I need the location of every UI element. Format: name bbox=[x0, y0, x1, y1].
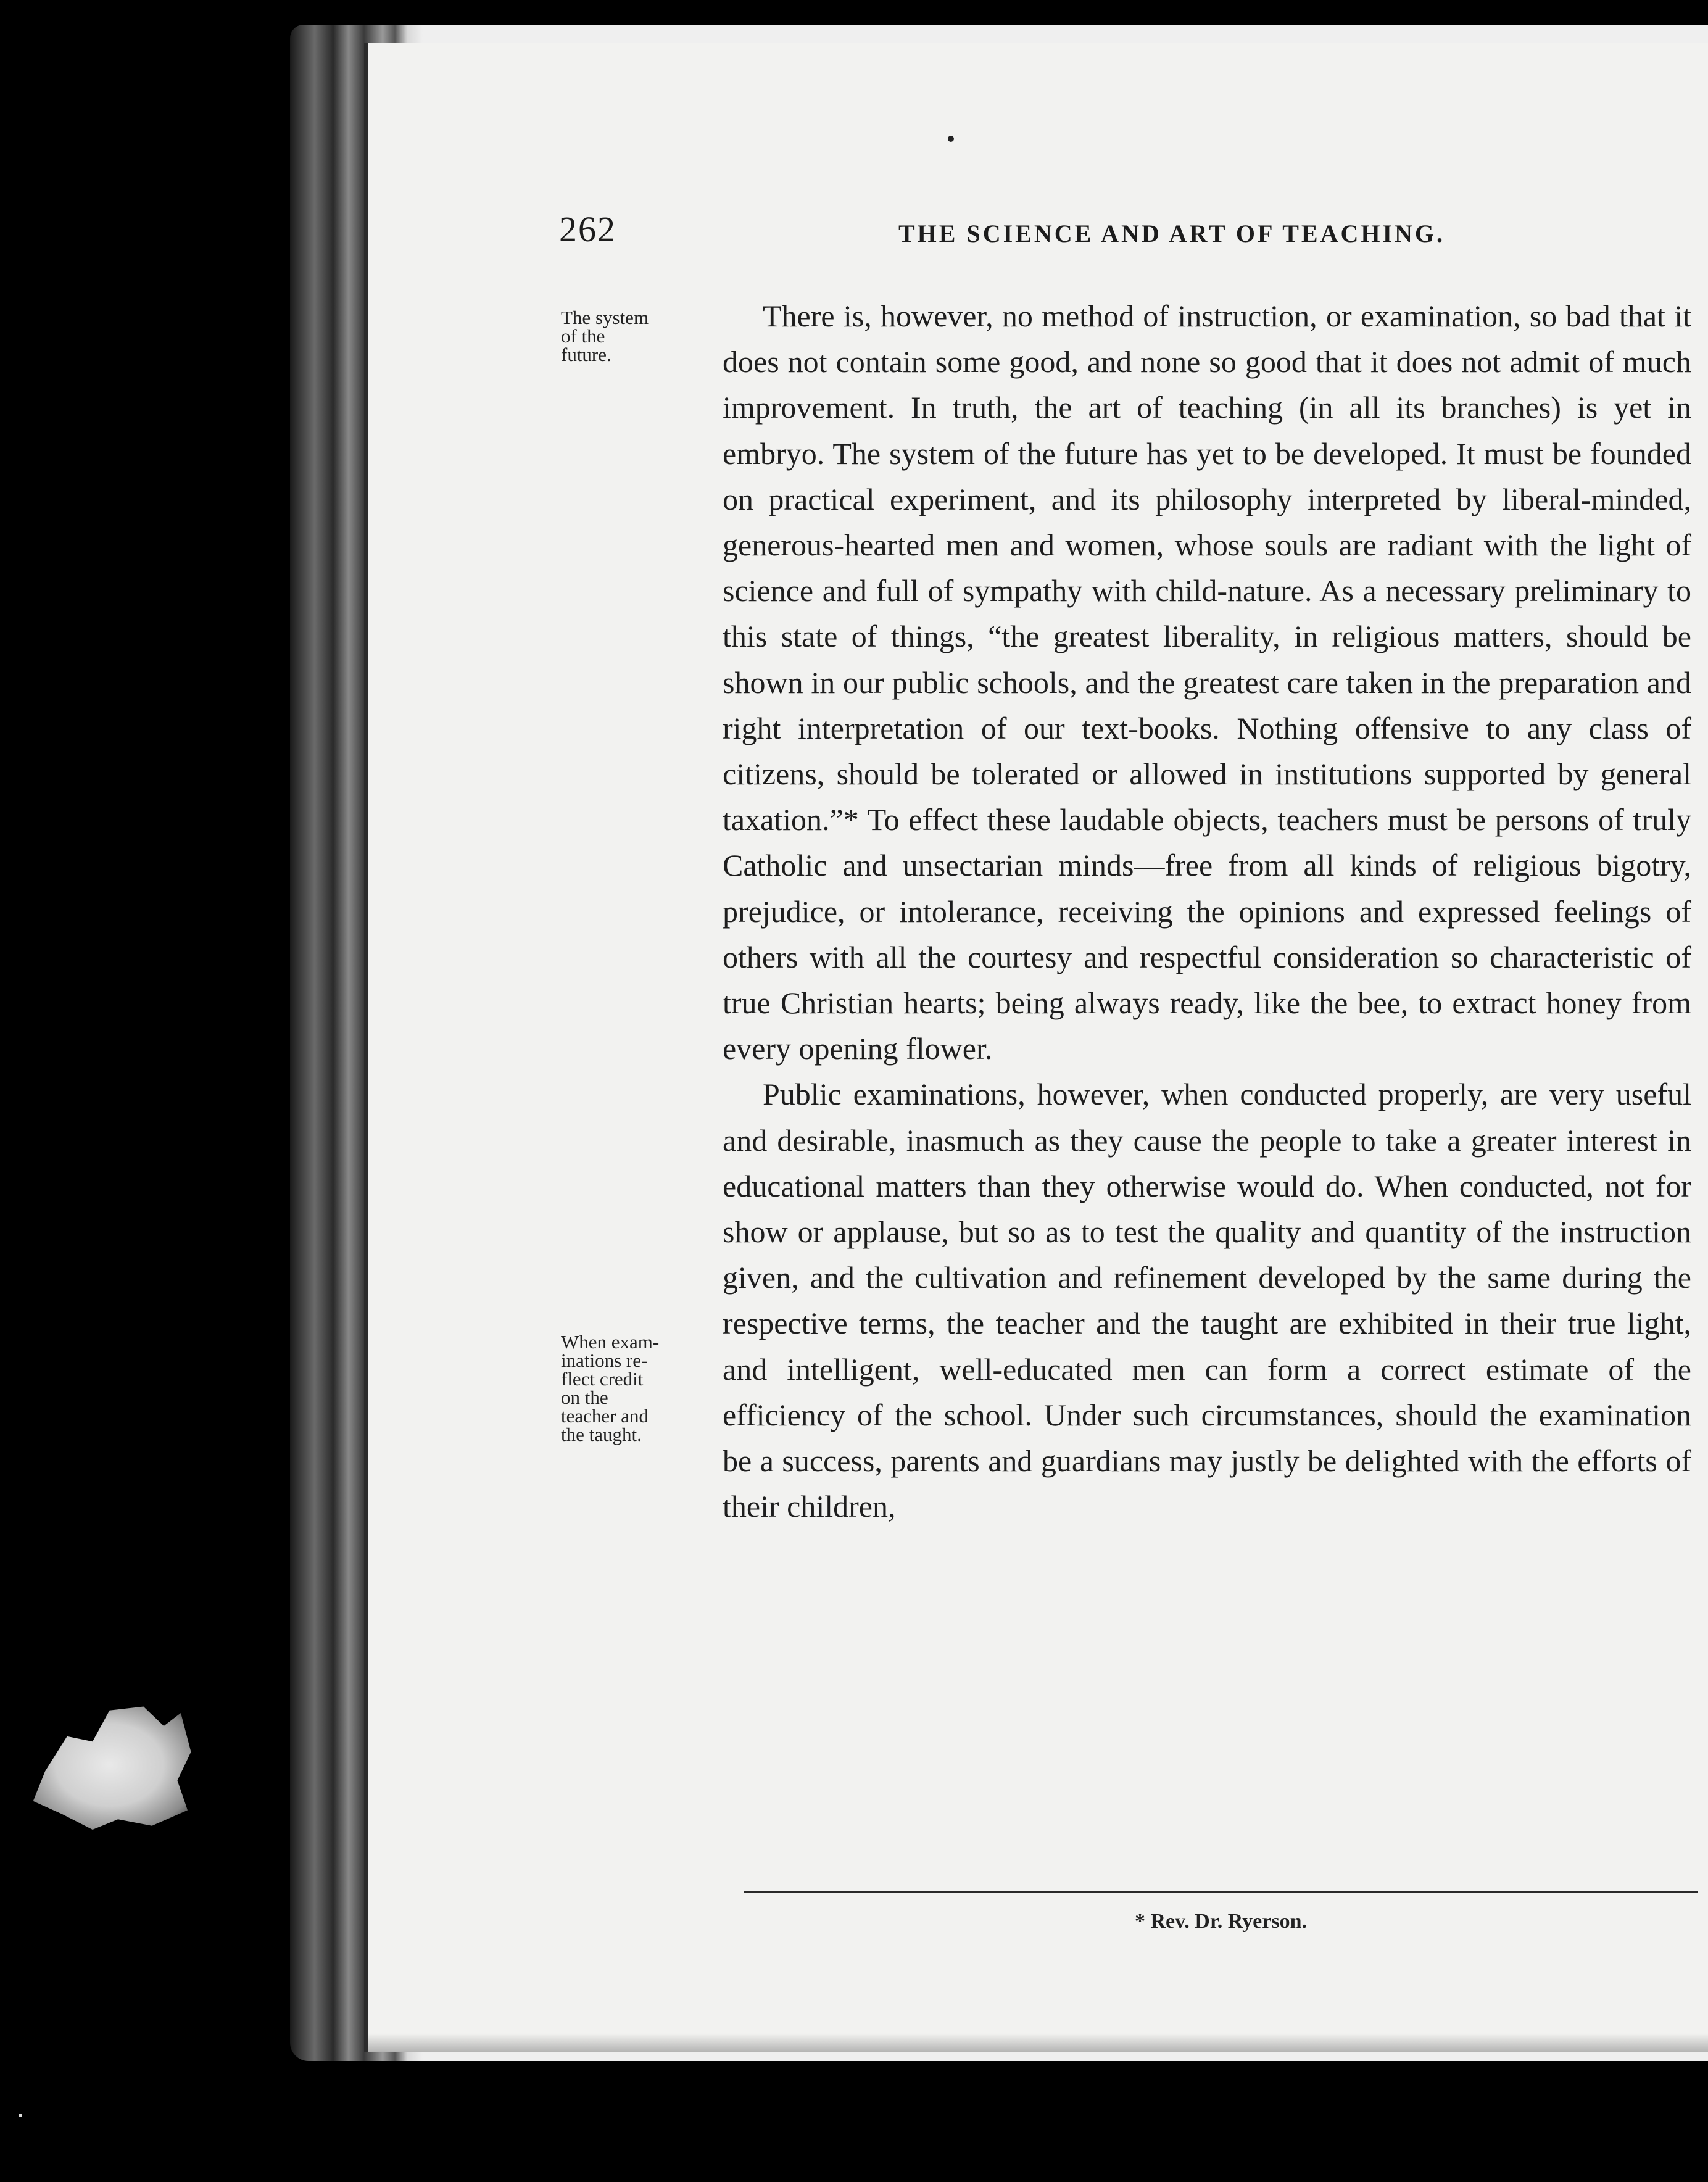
margin-note-examinations-credit: When exam- inations re- flect credit on the teacher and the taught. bbox=[561, 1331, 660, 1445]
page-number: 262 bbox=[559, 209, 616, 249]
running-head: THE SCIENCE AND ART OF TEACHING. bbox=[898, 220, 1446, 247]
footnote: * Rev. Dr. Ryerson. bbox=[1135, 1910, 1307, 1933]
footnote-rule bbox=[744, 1891, 1698, 1893]
paragraph: There is, however, no method of instruction, or examination, so bad that it does not contain some good, and none so good that it does not admit of much improvement. In truth, the art of teaching (in all its branches) is yet in embryo. The system of the future has yet to be developed. It must be founded on practical experiment, and its philosophy interpreted by liberal-minded, generous-hearted men and women, whose souls are radiant with the light of science and full of sympathy with child-nature. As a necessary preliminary to this state of things, “the greatest liberality, in religious matters, should be shown in our public schools, and the greatest care taken in the preparation and right interpretation of our text-books. Nothing offensive to any class of citizens, should be tolerated or allowed in institutions supported by general taxation.”* To effect these laudable objects, teachers must be persons of truly Catholic and unsectarian minds—free from all kinds of religious bigotry, prejudice, or intolerance, receiving the opinions and expressed feelings of others with all the courtesy and respectful consideration so characteristic of true Christian hearts; being always ready, like the bee, to extract honey from every opening flower. bbox=[723, 299, 1691, 1066]
body-text bbox=[723, 293, 1691, 1529]
margin-note-system-of-future: The system of the future. bbox=[561, 307, 649, 365]
book-page bbox=[364, 43, 1708, 2052]
ink-dot bbox=[948, 136, 954, 142]
dust-speck bbox=[19, 2114, 22, 2117]
paragraph: Public examinations, however, when conducted properly, are very useful and desirable, inasmuch as they cause the people to take a greater interest in educational matters than they otherwise would do. When conducted, not for show or applause, but so as to test the quality and quantity of the instruction given, and the cultivation and refinement developed by the same during the respective terms, the teacher and the taught are exhibited in their true light, and intelligent, well-educated men can form a correct estimate of the efficiency of the school. Under such circumstances, should the examination be a success, parents and guardians may justly be delighted with the efforts of their children, bbox=[723, 1077, 1691, 1524]
torn-paper-fragment bbox=[25, 1700, 194, 1830]
